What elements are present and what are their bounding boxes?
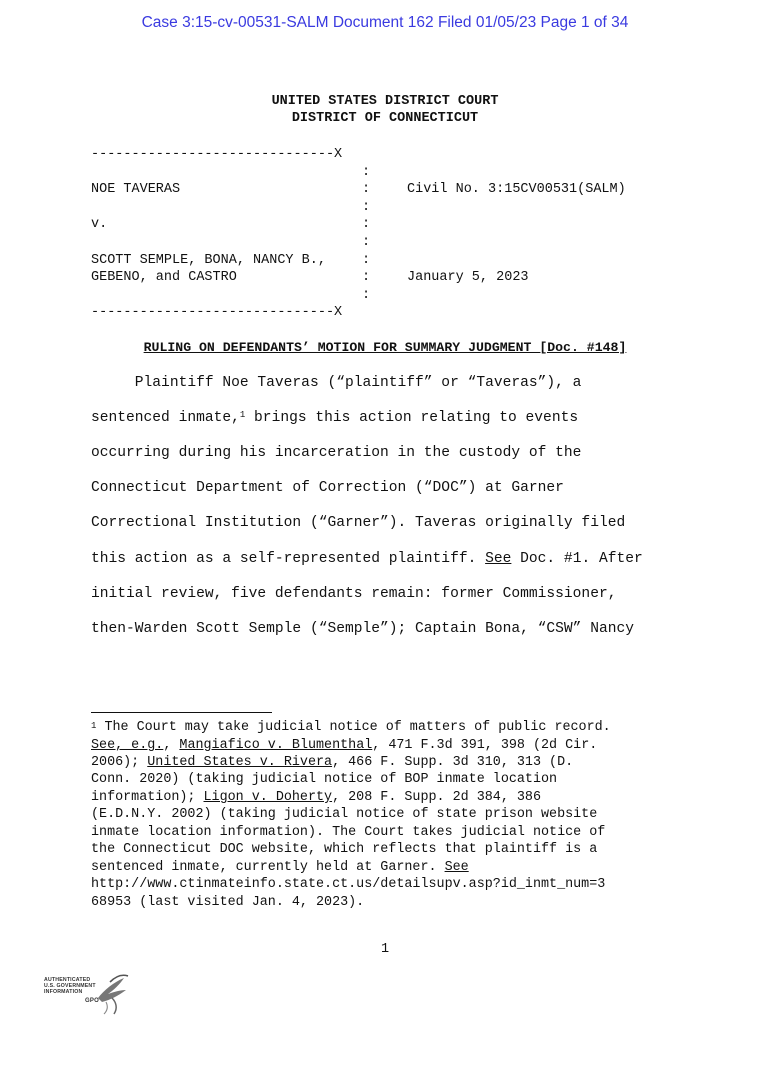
court-district: DISTRICT OF CONNECTICUT (291, 111, 479, 126)
footnote-line (91, 860, 469, 875)
ruling-title: RULING ON DEFENDANTS’ MOTION FOR SUMMARY JUDGMENT [Doc. #148] (143, 340, 627, 355)
footnote-line: the Connecticut DOC website, which reflects that plaintiff is a (91, 842, 598, 857)
caption-plaintiff: NOE TAVERAS (91, 182, 181, 197)
footnote-line (91, 720, 611, 735)
body-text-run: sentenced inmate, (91, 410, 240, 426)
caption-civil-no: Civil No. 3:15CV00531(SALM) (407, 182, 626, 197)
caption-date: January 5, 2023 (407, 270, 529, 285)
footnote-text-run: , 466 F. Supp. 3d 310, 313 (D. (332, 755, 574, 770)
page-number: 1 (380, 942, 390, 957)
case-header-stamp: Case 3:15-cv-00531-SALM Document 162 Filed 01/05/23 Page 1 of 34 (141, 14, 629, 31)
footnote-url[interactable]: http://www.ctinmateinfo.state.ct.us/detailsupv.asp?id_inmt_num=3 (91, 877, 606, 892)
case-name: Mangiafico v. Blumenthal (179, 738, 373, 753)
see-signal: See (444, 860, 469, 875)
body-text-run: this action as a self-represented plaintiff. (91, 551, 486, 567)
gpo-seal-line: INFORMATION (44, 989, 83, 995)
footnote-divider (91, 712, 272, 713)
court-name: UNITED STATES DISTRICT COURT (271, 94, 499, 109)
body-text-run: Doc. #1. After (511, 551, 643, 567)
gpo-seal-line: AUTHENTICATED (44, 977, 91, 983)
body-line: initial review, five defendants remain: former Commissioner, (91, 586, 617, 602)
footnote-text-run: , 471 F.3d 391, 398 (2d Cir. (372, 738, 598, 753)
see-signal: See (485, 551, 512, 567)
footnote-text-run: sentenced inmate, currently held at Garner. (91, 860, 445, 875)
caption-defendants-2: GEBENO, and CASTRO (91, 270, 237, 285)
caption-defendants-1: SCOTT SEMPLE, BONA, NANCY B., (91, 253, 326, 268)
body-line: Plaintiff Noe Taveras (“plaintiff” or “Taveras”), a (91, 375, 582, 391)
case-name: United States v. Rivera (147, 755, 333, 770)
caption-rule-bottom: ------------------------------X (91, 305, 343, 320)
footnote-line: inmate location information). The Court takes judicial notice of (91, 825, 606, 840)
footnote-text-run: , (163, 738, 180, 753)
footnote-text-run: The Court may take judicial notice of matters of public record. (96, 720, 611, 735)
gpo-seal-line: GPO (85, 998, 99, 1004)
caption-rule-top: ------------------------------X (91, 147, 343, 162)
gpo-authenticated-seal (40, 968, 140, 1018)
footnote-text-run: 2006); (91, 755, 148, 770)
footnote-text-run: , 208 F. Supp. 2d 384, 386 (332, 790, 542, 805)
caption-colon: : (362, 217, 371, 232)
caption-colon: : (362, 253, 371, 268)
body-line: Correctional Institution (“Garner”). Taveras originally filed (91, 515, 626, 531)
body-line: then-Warden Scott Semple (“Semple”); Captain Bona, “CSW” Nancy (91, 621, 634, 637)
footnote-line (91, 755, 573, 770)
body-line: occurring during his incarceration in the custody of the (91, 445, 582, 461)
body-line: Connecticut Department of Correction (“DOC”) at Garner (91, 480, 564, 496)
caption-colon: : (362, 270, 371, 285)
footnote-line: Conn. 2020) (taking judicial notice of BOP inmate location (91, 772, 558, 787)
case-name: Ligon v. Doherty (203, 790, 333, 805)
caption-colon: : (362, 235, 371, 250)
footnote-line: 68953 (last visited Jan. 4, 2023). (91, 895, 365, 910)
caption-versus: v. (91, 217, 108, 232)
body-text-run: brings this action relating to events (245, 410, 579, 426)
caption-colon: : (362, 288, 371, 303)
caption-colon: : (362, 182, 371, 197)
footnote-line (91, 738, 597, 753)
footnote-reference[interactable]: 1 (239, 410, 246, 420)
caption-colon: : (362, 165, 371, 180)
caption-colon: : (362, 200, 371, 215)
footnote-line (91, 790, 541, 805)
footnote-marker: 1 (91, 721, 97, 731)
footnote-line: (E.D.N.Y. 2002) (taking judicial notice of state prison website (91, 807, 598, 822)
footnote-text-run: information); (91, 790, 204, 805)
body-line (91, 410, 578, 426)
gpo-seal-line: U.S. GOVERNMENT (44, 983, 96, 989)
see-eg-signal: See, e.g. (91, 738, 164, 753)
body-line (91, 551, 643, 567)
